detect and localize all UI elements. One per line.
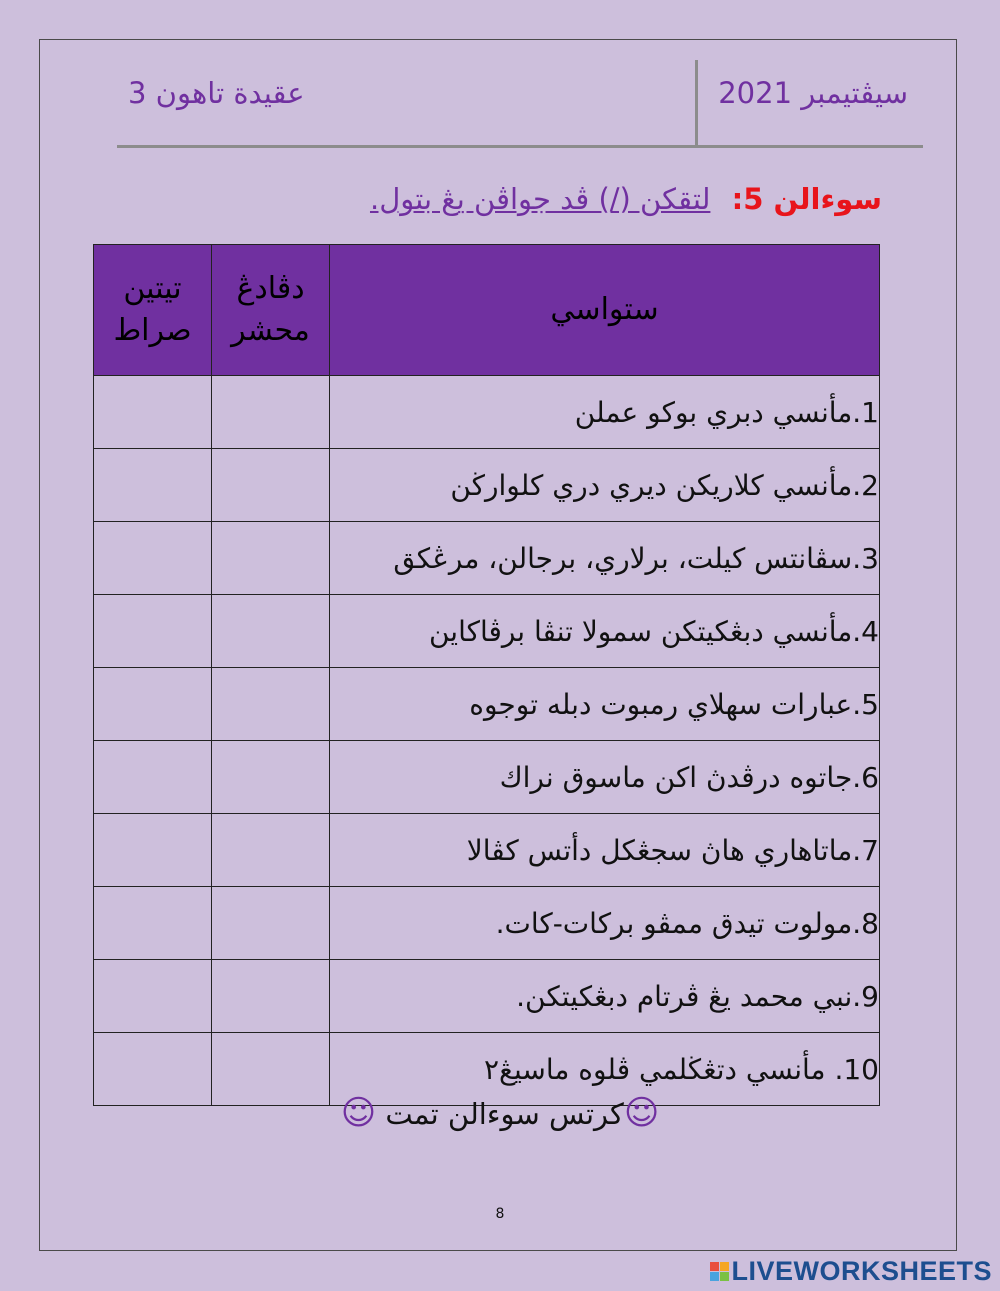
table-row [94,595,880,668]
answer-cell-sirat[interactable] [94,449,212,522]
table-header-row [94,245,880,376]
answer-cell-mahsyar[interactable] [212,887,330,960]
header-subject: عقيدة تاهون 3 [128,76,305,110]
answer-cell-sirat[interactable] [94,668,212,741]
table-row [94,668,880,741]
answer-cell-mahsyar[interactable] [212,814,330,887]
table-row [94,741,880,814]
footer-text: كرتس سوءالن تمت [385,1097,624,1131]
liveworksheets-logo-icon [710,1262,729,1281]
answer-cell-mahsyar[interactable] [212,741,330,814]
header-bridge-line1: تيتين [123,271,182,306]
question-heading [370,182,882,216]
statement-cell: 8.مولوت تيدق ممڤو بركات-كات. [330,887,880,960]
header-bridge-line2: صراط [113,313,192,348]
header-agree-line1: دڤادڠ [236,271,305,306]
table-row [94,376,880,449]
answer-cell-sirat[interactable] [94,522,212,595]
question-instruction: لتقكن (/) ڤد جواڤن يڠ بتول. [369,182,711,216]
table-row [94,960,880,1033]
statement-cell: 1.مأنسي دبري بوكو عملن [330,376,880,449]
statement-cell: 7.ماتاهاري هاڽ سجڠكل دأتس كڤالا [330,814,880,887]
answer-cell-sirat[interactable] [94,960,212,1033]
liveworksheets-watermark [710,1256,992,1287]
answer-cell-sirat[interactable] [94,741,212,814]
answer-cell-mahsyar[interactable] [212,960,330,1033]
statement-cell: 9.نبي محمد يڠ ڤرتام دبڠكيتكن. [330,960,880,1033]
question-label: سوءالن 5: [731,182,882,216]
answer-cell-mahsyar[interactable] [212,595,330,668]
statement-cell: 10. مأنسي دتڠڬلمي ڤلوه ماسيڠ٢ [330,1033,880,1106]
statement-cell: 3.سڤانتس كيلت، برلاري، برجالن، مرڠكق [330,522,880,595]
statement-cell: 4.مأنسي دبڠكيتكن سمولا تنڤا برڤاكاين [330,595,880,668]
footer-message [0,1093,1000,1133]
answer-cell-sirat[interactable] [94,887,212,960]
header-underline [117,145,923,148]
answer-cell-mahsyar[interactable] [212,522,330,595]
answer-cell-mahsyar[interactable] [212,376,330,449]
answer-cell-sirat[interactable] [94,595,212,668]
answer-cell-mahsyar[interactable] [212,668,330,741]
page-number: 8 [495,1206,505,1222]
smiley-icon: ☺ [340,1093,377,1133]
header-bridge [94,245,212,376]
header-date: سيڤتيمبر 2021 [718,76,908,110]
answer-cell-sirat[interactable] [94,814,212,887]
header-agree [212,245,330,376]
smiley-icon: ☺ [623,1093,660,1133]
table-row [94,522,880,595]
answer-table [93,244,880,1106]
table-row [94,814,880,887]
header-divider [695,60,698,148]
header-agree-line2: محشر [231,313,310,348]
table-row [94,449,880,522]
table-row [94,887,880,960]
header-statement: ستواسي [330,245,880,376]
statement-cell: 2.مأنسي كلاريكن ديري دري كلوارڬن [330,449,880,522]
liveworksheets-text: LIVEWORKSHEETS [731,1256,992,1286]
answer-cell-sirat[interactable] [94,376,212,449]
statement-cell: 5.عبارات سهلاي رمبوت دبله توجوه [330,668,880,741]
answer-cell-mahsyar[interactable] [212,449,330,522]
statement-cell: 6.جاتوه درڤدڽ اكن ماسوق نراك [330,741,880,814]
